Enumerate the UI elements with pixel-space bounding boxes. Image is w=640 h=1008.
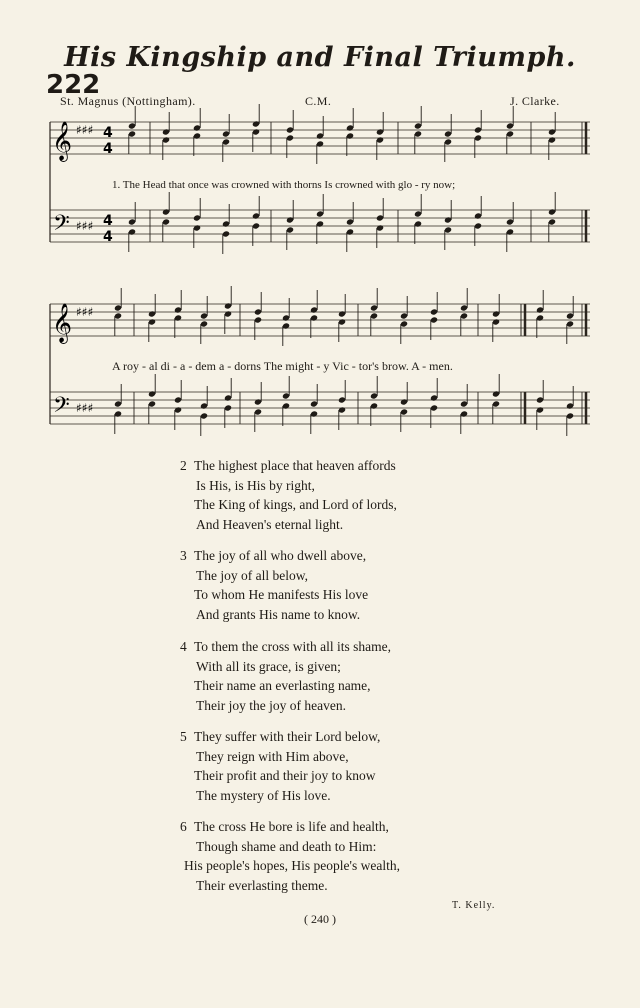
stanza-number: 5 bbox=[180, 729, 187, 744]
stanza-line: The highest place that heaven affords bbox=[194, 458, 396, 473]
key-signature-icon: ♯♯♯ bbox=[76, 219, 94, 233]
time-signature-icon: 4 bbox=[103, 125, 113, 141]
time-signature-icon: 4 bbox=[103, 213, 113, 229]
bass-clef-icon: 𝄢 bbox=[53, 393, 70, 423]
page-number: ( 240 ) bbox=[304, 912, 336, 926]
stanza-line: The joy of all who dwell above, bbox=[194, 548, 367, 563]
author: T. Kelly. bbox=[452, 900, 496, 911]
bass-clef-icon: 𝄢 bbox=[53, 211, 70, 241]
stanza-line: And grants His name to know. bbox=[196, 606, 361, 622]
lyric-line-2: A roy - al di - a - dem a - dorns The might - y Vic - tor's brow. A - men. bbox=[112, 359, 453, 373]
music-score bbox=[0, 0, 640, 460]
stanza-line: They suffer with their Lord below, bbox=[194, 729, 381, 744]
key-signature-icon: ♯♯♯ bbox=[76, 305, 94, 319]
stanza-line: His people's hopes, His people's wealth, bbox=[184, 858, 400, 873]
stanza-4 bbox=[180, 637, 391, 715]
treble-staff bbox=[50, 304, 590, 336]
time-signature-icon: 4 bbox=[103, 229, 113, 245]
stanza-number: 2 bbox=[180, 458, 187, 473]
stanza-line: The joy of all below, bbox=[196, 567, 308, 583]
stanza-line: The King of kings, and Lord of lords, bbox=[194, 497, 397, 512]
stanza-line: With all its grace, is given; bbox=[196, 658, 341, 674]
stanza-line: Their everlasting theme. bbox=[196, 877, 328, 893]
stanza-line: The mystery of His love. bbox=[196, 787, 331, 803]
hymn-number: 222 bbox=[46, 70, 101, 100]
stanza-line: Their joy the joy of heaven. bbox=[196, 697, 346, 713]
stanza-line: Their name an everlasting name, bbox=[194, 678, 371, 693]
metre: C.M. bbox=[305, 94, 332, 108]
stanza-line: To them the cross with all its shame, bbox=[194, 639, 392, 654]
stanza-2 bbox=[180, 456, 397, 534]
stanza-number: 4 bbox=[180, 639, 187, 654]
stanza-line: They reign with Him above, bbox=[196, 748, 349, 764]
stanza-line: Their profit and their joy to know bbox=[194, 768, 376, 783]
time-signature-icon: 4 bbox=[103, 141, 113, 157]
treble-clef-icon: 𝄞 bbox=[52, 121, 73, 161]
key-signature-icon: ♯♯♯ bbox=[76, 123, 94, 137]
treble-clef-icon: 𝄞 bbox=[52, 303, 73, 343]
stanza-number: 3 bbox=[180, 548, 187, 563]
page-title: His Kingship and Final Triumph. bbox=[64, 42, 576, 73]
composer: J. Clarke. bbox=[510, 94, 560, 108]
stanza-5 bbox=[180, 727, 380, 805]
stanza-line: Is His, is His by right, bbox=[196, 477, 315, 493]
stanza-number: 6 bbox=[180, 819, 187, 834]
stanza-3 bbox=[180, 546, 368, 624]
stanza-6 bbox=[180, 817, 400, 895]
key-signature-icon: ♯♯♯ bbox=[76, 401, 94, 415]
lyric-line-1: 1. The Head that once was crowned with thorns Is crowned with glo - ry now; bbox=[112, 179, 456, 191]
stanza-line: The cross He bore is life and health, bbox=[194, 819, 389, 834]
stanza-line: Though shame and death to Him: bbox=[196, 838, 377, 854]
stanza-line: And Heaven's eternal light. bbox=[196, 516, 344, 532]
bass-staff bbox=[50, 392, 590, 424]
stanza-line: To whom He manifests His love bbox=[194, 587, 369, 602]
tune-name: St. Magnus (Nottingham). bbox=[60, 94, 196, 108]
